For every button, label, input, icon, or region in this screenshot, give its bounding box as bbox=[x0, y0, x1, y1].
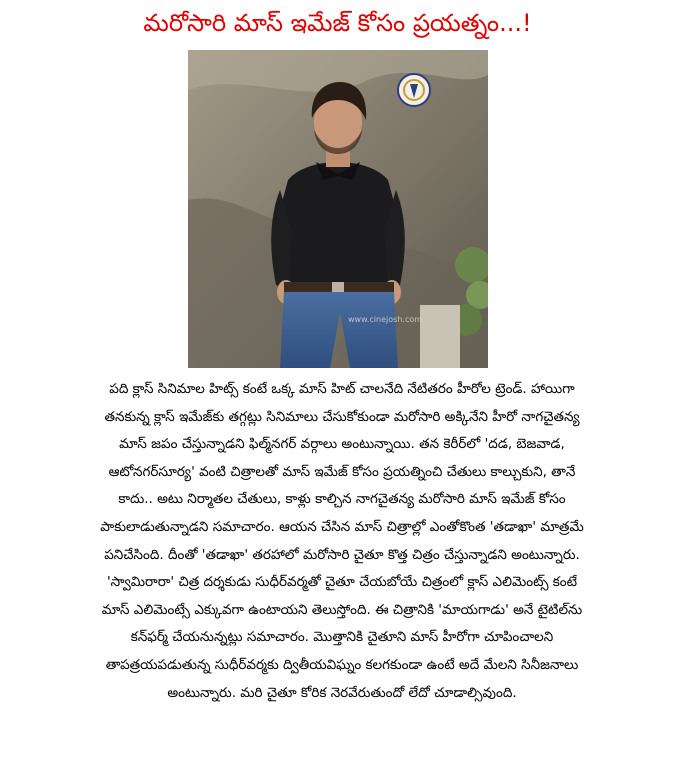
article-line-10: కన్‌ఫర్మ్ చేయనున్నట్లు సమాచారం. మొత్తానికి చైతూని మాస్ హీరోగా చూపించాలని bbox=[130, 629, 554, 646]
article-headline: మరోసారి మాస్ ఇమేజ్ కోసం ప్రయత్నం...! bbox=[143, 9, 532, 37]
article-line-1: పది క్లాస్ సినిమాల హిట్స్ కంటే ఒక్క మాస్ హిట్ చాలనేది నేటితరం హీరోల ట్రెండ్. హాయిగా bbox=[109, 381, 575, 397]
article-line-11: తాపత్రయపడుతున్న సుధీర్‌వర్మకు ద్వితీయవిఘ్నం కలగకుండా ఉంటే అదే మేలని సినీజనాలు bbox=[105, 656, 579, 673]
article-photo bbox=[188, 50, 488, 368]
article-line-7: పనిచేసింది. దీంతో 'తడాఖా' తరహాలో మరోసారి చైతూ కొత్త చిత్రం చేస్తున్నాడని అంటున్నారు. bbox=[104, 546, 580, 563]
article-line-12: అంటున్నారు. మరి చైతూ కోరిక నెరవేరుతుందో లేదో చూడాల్సివుంది. bbox=[167, 684, 517, 701]
article-line-2: తనకున్న క్లాస్ ఇమేజ్‌కు తగ్గట్లు సినిమాలు చేసుకోకుండా మరోసారి అక్కినేని హీరో నాగచైతన్య bbox=[104, 408, 580, 425]
article-body bbox=[52, 376, 632, 707]
circle-emblem-icon bbox=[398, 74, 430, 106]
article-line-5: కాదు.. అటు నిర్మాతల చేతులు, కాళ్లు కాల్చిన నాగచైతన్య మరోసారి మాస్ ఇమేజ్ కోసం bbox=[118, 491, 566, 508]
article-line-9: మాస్ ఎలిమెంట్సే ఎక్కువగా ఉంటాయని తెలుస్తోంది. ఈ చిత్రానికి 'మాయగాడు' అనే టైటిల్‌ను bbox=[101, 601, 583, 618]
article-line-3: మాస్ జపం చేస్తున్నాడని ఫిల్మ్‌నగర్ వర్గాలు అంటున్నాయి. తన కెరీర్‌లో 'దడ, బెజవాడ, bbox=[119, 436, 565, 453]
article-line-4: ఆటోనగర్‌సూర్య' వంటి చిత్రాలతో మాస్ ఇమేజ్ కోసం ప్రయత్నించి చేతులు కాల్చుకుని, తానే bbox=[108, 463, 576, 480]
photo-watermark: www.cinejosh.com bbox=[348, 315, 423, 324]
article-line-8: 'స్వామిరారా' చిత్ర దర్శకుడు సుధీర్‌వర్మతో చైతూ చేయబోయే చిత్రంలో క్లాస్ ఎలిమెంట్స్ కంటే bbox=[106, 574, 578, 591]
article-line-6: పాకులాడుతున్నాడని సమాచారం. ఆయన చేసిన మాస్ చిత్రాల్లో ఎంతోకొంత 'తడాఖా' మాత్రమే bbox=[100, 518, 584, 535]
